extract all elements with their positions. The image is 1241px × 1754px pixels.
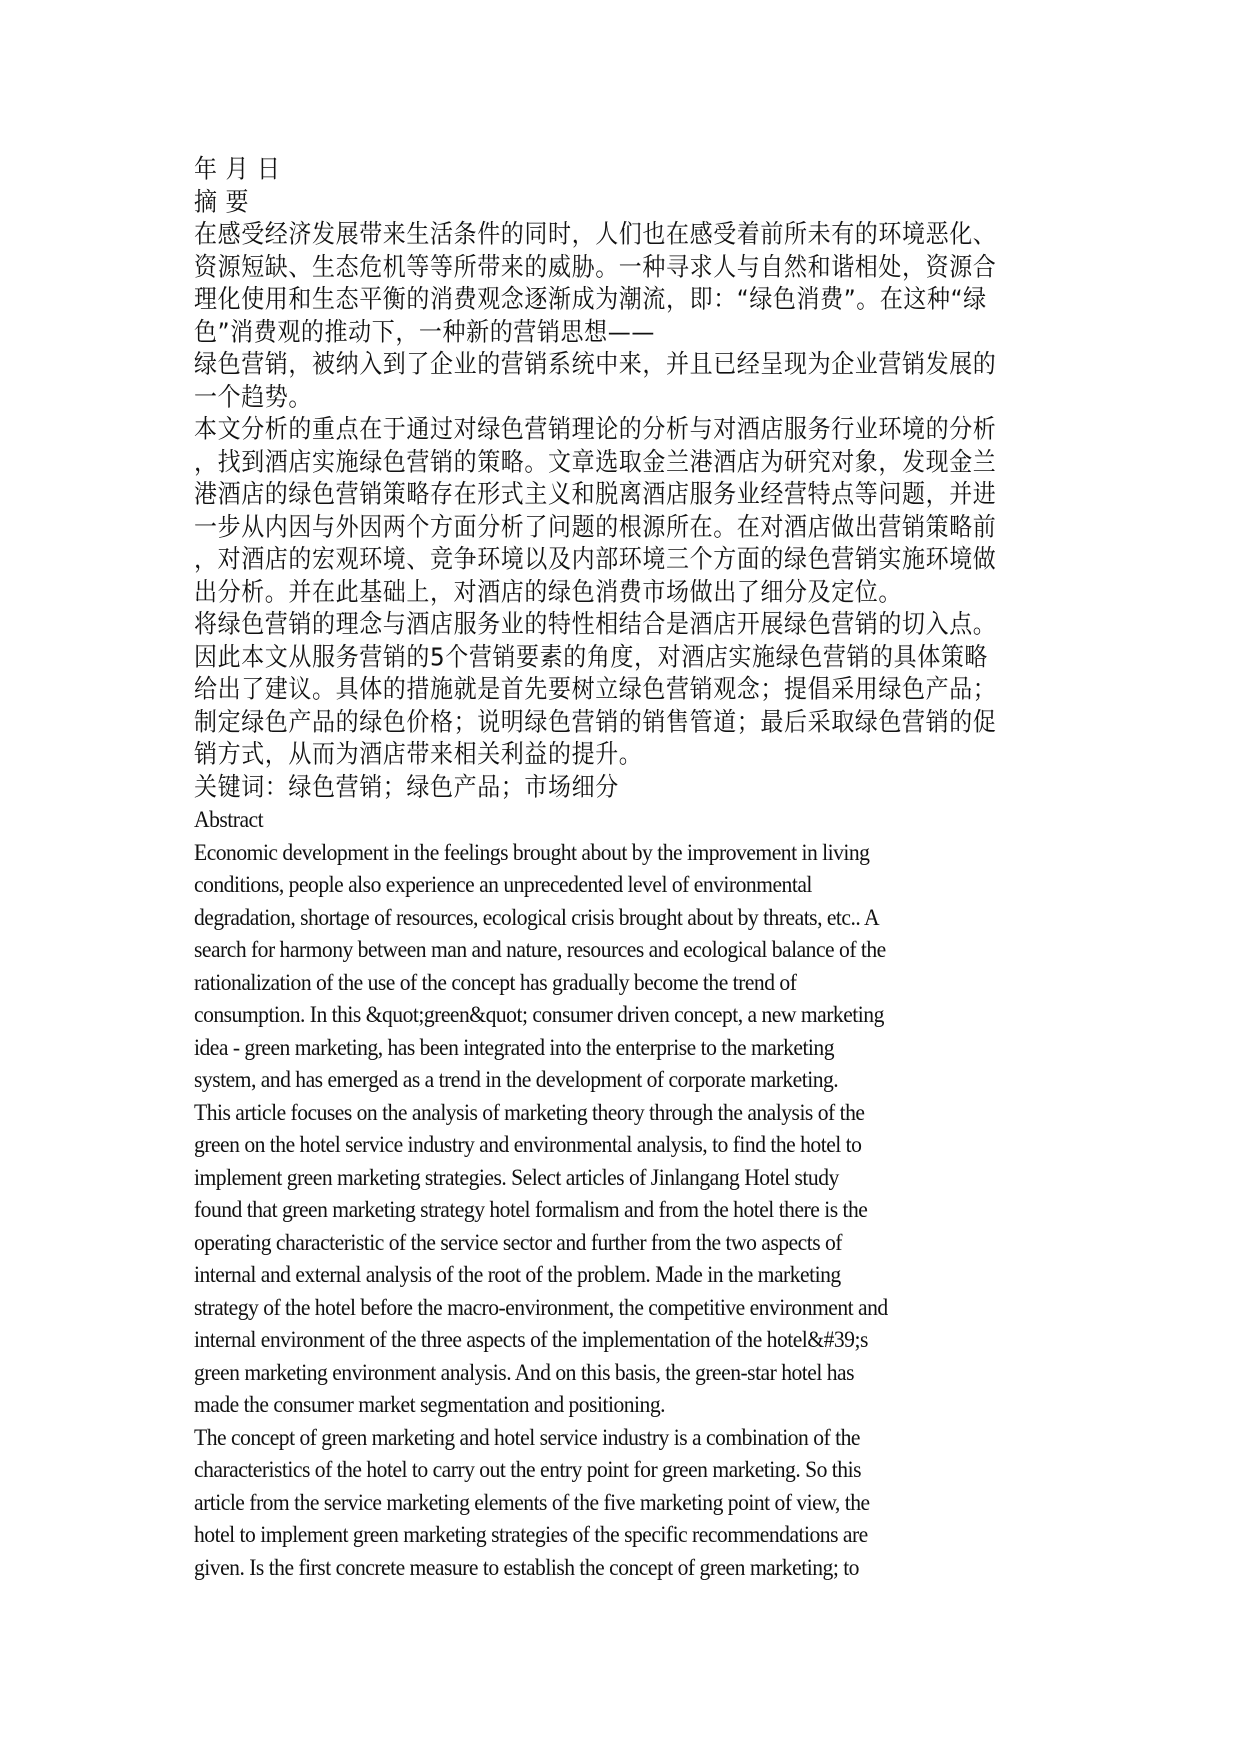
abstract-en-body xyxy=(194,837,1054,1585)
abstract-en-line: green on the hotel service industry and environmental analysis, to find the hotel to xyxy=(194,1132,862,1157)
abstract-en-line: strategy of the hotel before the macro-environment, the competitive environment and xyxy=(194,1294,888,1320)
keywords-line: 关键词：绿色营销；绿色产品；市场细分 xyxy=(194,773,619,802)
abstract-en-line: hotel to implement green marketing strategies of the specific recommendations are xyxy=(194,1522,868,1547)
abstract-cn-line: ，找到酒店实施绿色营销的策略。文章选取金兰港酒店为研究对象，发现金兰 xyxy=(194,448,997,477)
abstract-cn-line: 因此本文从服务营销的5个营销要素的角度，对酒店实施绿色营销的具体策略 xyxy=(194,643,989,672)
abstract-en-line: operating characteristic of the service sector and further from the two aspects of xyxy=(194,1229,842,1255)
abstract-en-line: system, and has emerged as a trend in the development of corporate marketing. xyxy=(194,1067,839,1092)
abstract-cn-line: 出分析。并在此基础上，对酒店的绿色消费市场做出了细分及定位。 xyxy=(194,578,902,607)
abstract-en-line: idea - green marketing, has been integrated into the enterprise to the marketing xyxy=(194,1034,835,1060)
abstract-en-line: given. Is the first concrete measure to establish the concept of green marketing; to xyxy=(194,1554,859,1580)
abstract-en-line: The concept of green marketing and hotel service industry is a combination of the xyxy=(194,1424,860,1450)
abstract-en-line: rationalization of the use of the concept has gradually become the trend of xyxy=(194,969,797,995)
abstract-cn-line: 绿色营销，被纳入到了企业的营销系统中来，并且已经呈现为企业营销发展的 xyxy=(194,350,997,380)
abstract-cn-line: 销方式，从而为酒店带来相关利益的提升。 xyxy=(194,740,643,770)
abstract-en-line: degradation, shortage of resources, ecological crisis brought about by threats, etc.. A xyxy=(194,904,880,930)
abstract-en-line: made the consumer market segmentation and positioning. xyxy=(194,1392,666,1417)
document-page xyxy=(194,154,1054,1584)
abstract-cn-line: 一个趋势。 xyxy=(194,383,312,412)
abstract-en-line: internal environment of the three aspects of the implementation of the hotel&#39;s xyxy=(194,1327,868,1352)
abstract-cn-line: 制定绿色产品的绿色价格；说明绿色营销的销售管道；最后采取绿色营销的促 xyxy=(194,708,997,737)
date-line: 年 月 日 xyxy=(194,155,281,185)
abstract-cn-line: 一步从内因与外因两个方面分析了问题的根源所在。在对酒店做出营销策略前 xyxy=(194,513,997,542)
abstract-en-heading: Abstract xyxy=(194,807,264,832)
abstract-en-line: conditions, people also experience an unprecedented level of environmental xyxy=(194,872,812,897)
abstract-en-line: search for harmony between man and nature, resources and ecological balance of the xyxy=(194,937,886,962)
abstract-en-line: implement green marketing strategies. Select articles of Jinlangang Hotel study xyxy=(194,1164,839,1190)
abstract-cn-line: 给出了建议。具体的措施就是首先要树立绿色营销观念；提倡采用绿色产品； xyxy=(194,675,997,705)
abstract-cn-line: 资源短缺、生态危机等等所带来的威胁。一种寻求人与自然和谐相处，资源合 xyxy=(194,253,997,282)
abstract-cn-heading: 摘 要 xyxy=(194,188,250,217)
abstract-cn-line: 理化使用和生态平衡的消费观念逐渐成为潮流，即：“绿色消费”。在这种“绿 xyxy=(194,285,987,315)
abstract-en-line: This article focuses on the analysis of marketing theory through the analysis of the xyxy=(194,1099,865,1125)
abstract-cn-line: 色”消费观的推动下，一种新的营销思想—— xyxy=(194,318,655,347)
abstract-cn-line: 将绿色营销的理念与酒店服务业的特性相结合是酒店开展绿色营销的切入点。 xyxy=(194,610,997,640)
abstract-en-line: found that green marketing strategy hotel formalism and from the hotel there is the xyxy=(194,1197,868,1222)
abstract-en-line: characteristics of the hotel to carry out the entry point for green marketing. So this xyxy=(194,1457,861,1482)
abstract-cn-line: 本文分析的重点在于通过对绿色营销理论的分析与对酒店服务行业环境的分析 xyxy=(194,415,997,445)
abstract-cn-line: 在感受经济发展带来生活条件的同时，人们也在感受着前所未有的环境恶化、 xyxy=(194,220,997,250)
abstract-en-line: internal and external analysis of the root of the problem. Made in the marketing xyxy=(194,1262,841,1287)
abstract-en-line: Economic development in the feelings brought about by the improvement in living xyxy=(194,839,870,865)
abstract-en-line: green marketing environment analysis. And on this basis, the green-star hotel has xyxy=(194,1359,855,1385)
abstract-en-line: consumption. In this &quot;green&quot; consumer driven concept, a new marketing xyxy=(194,1002,884,1027)
abstract-cn-line: 港酒店的绿色营销策略存在形式主义和脱离酒店服务业经营特点等问题，并进 xyxy=(194,480,997,510)
abstract-cn-body xyxy=(194,219,1054,772)
abstract-cn-line: ，对酒店的宏观环境、竞争环境以及内部环境三个方面的绿色营销实施环境做 xyxy=(194,545,997,575)
abstract-en-line: article from the service marketing elements of the five marketing point of view, the xyxy=(194,1489,870,1515)
